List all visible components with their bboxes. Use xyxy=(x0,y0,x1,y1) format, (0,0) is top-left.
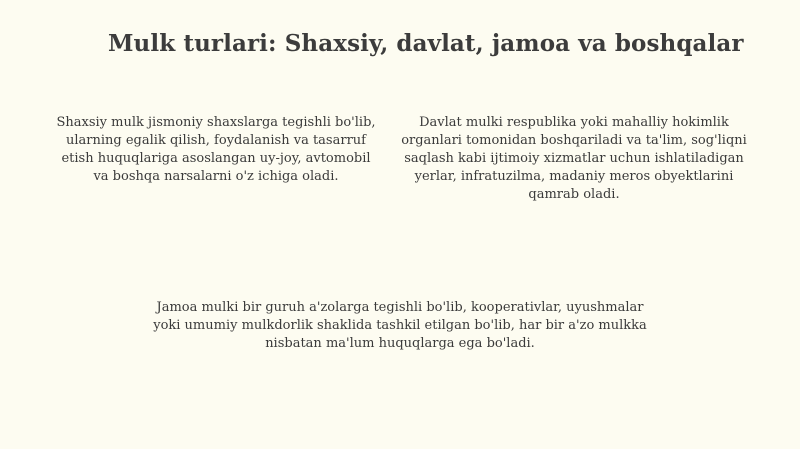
collective-property-paragraph: Jamoa mulki bir guruh a'zolarga tegishli bo'lib, kooperativlar, uyushmalar yoki umumiy mulkdorlik shaklida tashkil etilgan bo'lib, har bir a'zo mulkka nisbatan ma'lum huquqlarga ega bo'ladi. xyxy=(153,300,647,351)
state-property-paragraph: Davlat mulki respublika yoki mahalliy hokimlik organlari tomonidan boshqariladi va ta'lim, sog'liqni saqlash kabi ijtimoiy xizmatlar uchun ishlatiladigan yerlar, infratuzilma, madaniy meros obyektlarini qamrab oladi. xyxy=(401,115,747,202)
slide-title: Mulk turlari: Shaxsiy, davlat, jamoa va boshqalar xyxy=(108,30,744,57)
personal-property-paragraph: Shaxsiy mulk jismoniy shaxslarga tegishli bo'lib, ularning egalik qilish, foydalanish va tasarruf etish huquqlariga asoslangan uy-joy, avtomobil va boshqa narsalarni o'z ichiga oladi. xyxy=(56,115,376,184)
